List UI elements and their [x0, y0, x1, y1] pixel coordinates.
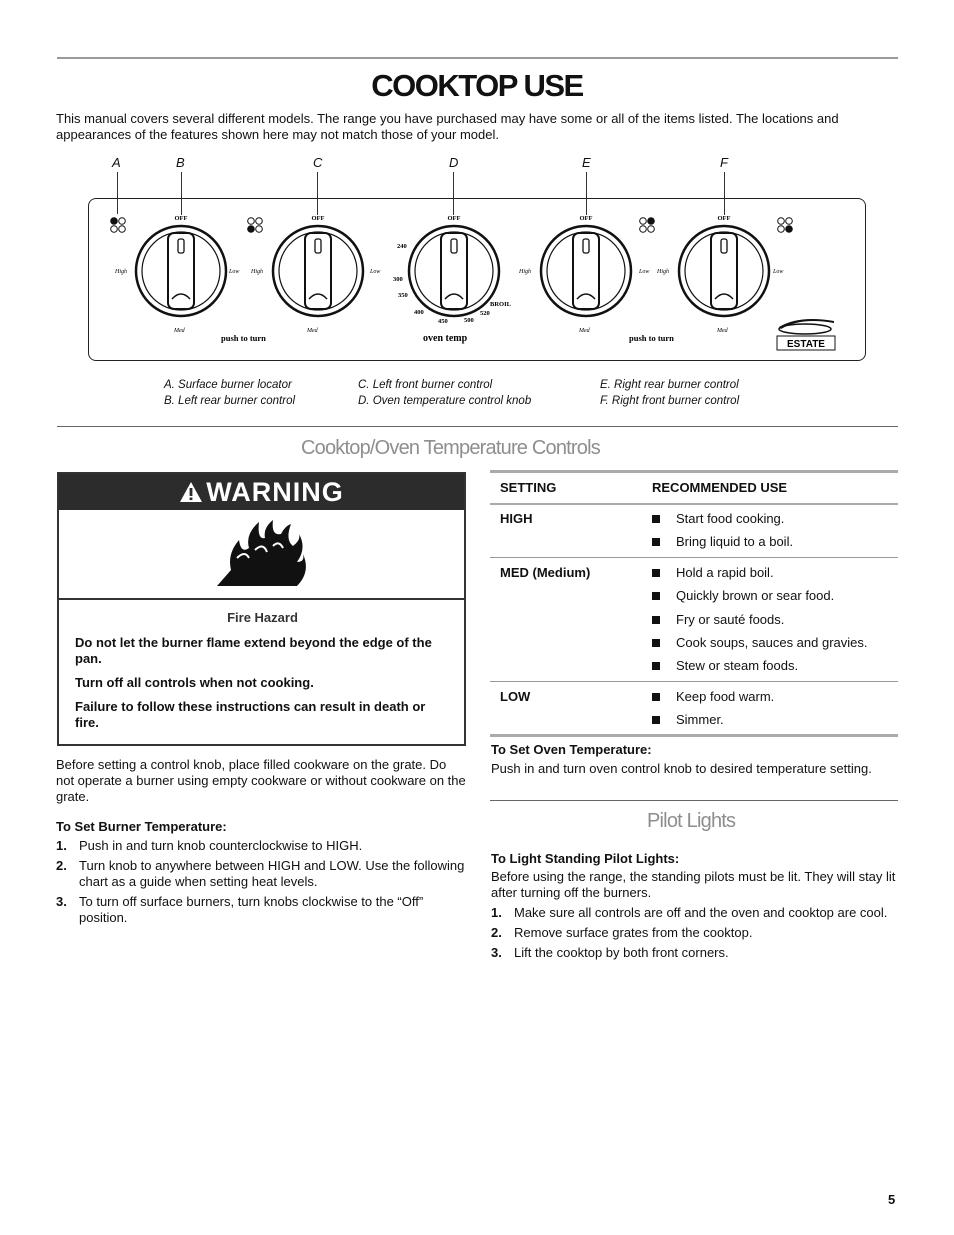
- before-setting-text: Before setting a control knob, place filled cookware on the grate. Do not operate a burner using empty cookware or without cookware on the grate.: [56, 757, 466, 804]
- fire-hazard-label: Fire Hazard: [227, 610, 298, 625]
- push-to-turn-label: push to turn: [221, 333, 266, 343]
- temp-450: 450: [438, 318, 448, 325]
- knob-oven-temp: [409, 226, 499, 316]
- bullet-icon: [652, 639, 660, 647]
- fire-hazard-illustration: [59, 510, 464, 600]
- list-item: 1. Push in and turn knob counterclockwise to HIGH.: [56, 838, 363, 853]
- burner-temp-heading: To Set Burner Temperature:: [56, 819, 227, 834]
- off-label: OFF: [579, 215, 593, 222]
- high-label: High: [519, 269, 531, 275]
- bullet-icon: [652, 569, 660, 577]
- intro-text: This manual covers several different models. The range you have purchased may have some or all of the items listed. The locations and appearances of the features shown here may not match those of your model.: [56, 111, 839, 142]
- caption-e: E. Right rear burner control: [600, 379, 739, 391]
- bullet-icon: [652, 616, 660, 624]
- knob-left-front: [273, 226, 363, 316]
- knob-right-rear: [541, 226, 631, 316]
- setting-cell: LOW: [500, 689, 531, 704]
- off-label: OFF: [717, 215, 731, 222]
- pilot-steps: [491, 905, 896, 965]
- temp-350: 350: [398, 292, 408, 299]
- warning-title: WARNING: [206, 477, 344, 507]
- push-to-turn-label: push to turn: [629, 333, 674, 343]
- high-label: High: [657, 269, 669, 275]
- warning-line: Turn off all controls when not cooking.: [75, 675, 314, 690]
- list-item: Keep food warm.: [652, 689, 892, 712]
- pilot-subheading: To Light Standing Pilot Lights:: [491, 851, 680, 866]
- bullet-icon: [652, 693, 660, 701]
- flame-icon: [59, 510, 464, 598]
- brand-text: ESTATE: [787, 339, 825, 350]
- table-row: [490, 558, 898, 682]
- label-a: A: [112, 155, 121, 170]
- warning-triangle-icon: [179, 481, 203, 503]
- temp-300: 300: [393, 276, 403, 283]
- low-label: Low: [773, 269, 784, 275]
- list-item: 2. Turn knob to anywhere between HIGH and LOW. Use the following chart as a guide when setting heat levels.: [56, 858, 465, 889]
- label-c: C: [313, 155, 323, 170]
- oven-temp-text: Push in and turn oven control knob to desired temperature setting.: [491, 761, 872, 776]
- burner-steps: [56, 838, 466, 930]
- list-item: Start food cooking.: [652, 511, 892, 534]
- oven-temp-heading: To Set Oven Temperature:: [491, 742, 652, 757]
- bullet-icon: [652, 538, 660, 546]
- warning-box: [57, 472, 466, 746]
- off-label: OFF: [174, 215, 188, 222]
- label-d: D: [449, 155, 459, 170]
- label-e: E: [582, 155, 591, 170]
- control-panel-diagram: [88, 198, 866, 361]
- list-item: 1. Make sure all controls are off and the oven and cooktop are cool.: [491, 905, 888, 920]
- off-label: OFF: [447, 215, 461, 222]
- heat-settings-table: [490, 470, 898, 737]
- temp-broil: BROIL: [490, 301, 511, 308]
- setting-cell: MED (Medium): [500, 565, 591, 580]
- list-item: Stew or steam foods.: [652, 658, 892, 681]
- med-label: Med: [174, 328, 185, 334]
- low-label: Low: [370, 269, 381, 275]
- off-label: OFF: [311, 215, 325, 222]
- caption-f: F. Right front burner control: [600, 395, 740, 407]
- bullet-icon: [652, 515, 660, 523]
- label-b: B: [176, 155, 185, 170]
- estate-logo: [777, 319, 835, 350]
- med-label: Med: [717, 328, 728, 334]
- list-item: 3. To turn off surface burners, turn knobs clockwise to the “Off” position.: [56, 894, 424, 925]
- table-header: [490, 473, 898, 505]
- caption-b: B. Left rear burner control: [164, 395, 296, 407]
- caption-c: C. Left front burner control: [358, 379, 493, 391]
- low-label: Low: [229, 269, 240, 275]
- high-label: High: [115, 269, 127, 275]
- col-setting-header: SETTING: [500, 480, 557, 495]
- warning-body: [75, 610, 450, 739]
- high-label: High: [251, 269, 263, 275]
- warning-line: Failure to follow these instructions can result in death or fire.: [75, 699, 426, 730]
- page-title: COOKTOP USE: [371, 68, 583, 103]
- label-f: F: [720, 155, 728, 170]
- table-row: [490, 682, 898, 737]
- page-number: 5: [888, 1192, 896, 1207]
- list-item: Hold a rapid boil.: [652, 565, 892, 588]
- caption-d: D. Oven temperature control knob: [358, 395, 532, 407]
- section-rule: [57, 426, 898, 427]
- list-item: Quickly brown or sear food.: [652, 588, 892, 611]
- med-label: Med: [307, 328, 318, 334]
- med-label: Med: [579, 328, 590, 334]
- low-label: Low: [639, 269, 650, 275]
- list-item: Cook soups, sauces and gravies.: [652, 635, 892, 658]
- temp-520: 520: [480, 310, 490, 317]
- controls-heading: Cooktop/Oven Temperature Controls: [301, 437, 600, 459]
- list-item: Bring liquid to a boil.: [652, 534, 892, 557]
- list-item: 3. Lift the cooktop by both front corners.: [491, 945, 729, 960]
- control-panel-svg: [89, 199, 865, 360]
- pilot-rule: [490, 800, 898, 801]
- temp-240: 240: [397, 243, 407, 250]
- setting-cell: HIGH: [500, 511, 533, 526]
- temp-400: 400: [414, 309, 424, 316]
- list-item: Fry or sauté foods.: [652, 612, 892, 635]
- col-use-header: RECOMMENDED USE: [652, 480, 788, 495]
- bullet-icon: [652, 716, 660, 724]
- warning-line: Do not let the burner flame extend beyond the edge of the pan.: [75, 635, 432, 666]
- knob-right-front: [679, 226, 769, 316]
- caption-a: A. Surface burner locator: [164, 379, 292, 391]
- temp-500: 500: [464, 317, 474, 324]
- table-row: [490, 505, 898, 558]
- list-item: 2. Remove surface grates from the cooktop.: [491, 925, 753, 940]
- list-item: Simmer.: [652, 712, 892, 735]
- bullet-icon: [652, 592, 660, 600]
- oven-temp-label: oven temp: [423, 333, 468, 344]
- pilot-text: Before using the range, the standing pilots must be lit. They will stay lit after turning off the burners.: [491, 869, 896, 900]
- top-rule: [57, 57, 898, 59]
- knob-left-rear: [136, 226, 226, 316]
- pilot-heading: Pilot Lights: [647, 810, 736, 832]
- bullet-icon: [652, 662, 660, 670]
- warning-header: [59, 474, 464, 510]
